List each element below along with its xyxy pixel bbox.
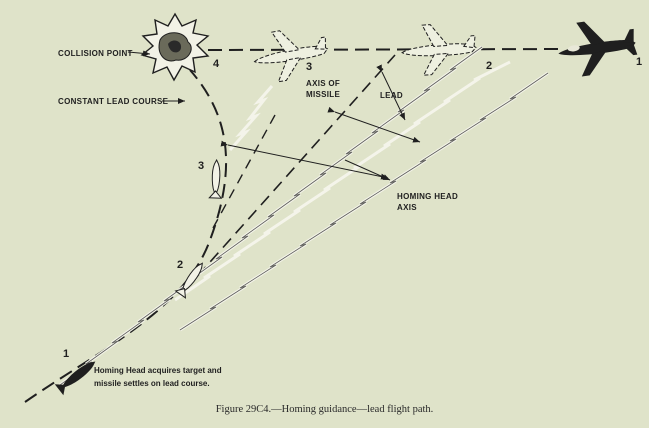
missile-lead-course bbox=[25, 70, 226, 402]
acquisition-note-line2: missile settles on lead course. bbox=[94, 379, 210, 388]
missile-number-1: 1 bbox=[63, 348, 70, 360]
aircraft-number-1: 1 bbox=[636, 56, 643, 68]
lead-label: LEAD bbox=[380, 91, 403, 100]
figure-caption: Figure 29C4.—Homing guidance—lead flight path. bbox=[215, 404, 434, 415]
missile-number-2: 2 bbox=[177, 259, 184, 271]
homing-head-axis-label-line1: HOMING HEAD bbox=[397, 192, 459, 201]
signal-beam-2 bbox=[175, 62, 510, 300]
target-flight-path bbox=[208, 49, 560, 50]
aircraft-number-2: 2 bbox=[486, 60, 493, 72]
collision-point-label: COLLISION POINT bbox=[58, 49, 133, 58]
aircraft-position-2 bbox=[400, 22, 477, 77]
aircraft-position-3 bbox=[250, 23, 332, 85]
missile-number-3: 3 bbox=[198, 160, 205, 172]
missile-position-3 bbox=[209, 160, 222, 198]
signal-beam-3 bbox=[230, 86, 272, 150]
constant-lead-course-label: CONSTANT LEAD COURSE bbox=[58, 97, 169, 106]
aircraft-number-3: 3 bbox=[306, 61, 313, 73]
aircraft-position-1 bbox=[554, 15, 639, 79]
axis-of-missile-label-line2: MISSILE bbox=[306, 90, 341, 99]
aircraft-number-4: 4 bbox=[213, 58, 220, 70]
missile-axis-arrow bbox=[335, 112, 420, 142]
axis-of-missile-label-line1: AXIS OF bbox=[306, 79, 341, 88]
acquisition-note-line1: Homing Head acquires target and bbox=[94, 366, 222, 375]
homing-head-axis-label-line2: AXIS bbox=[397, 203, 417, 212]
missile-position-1 bbox=[55, 356, 100, 395]
collision-explosion bbox=[142, 14, 208, 80]
